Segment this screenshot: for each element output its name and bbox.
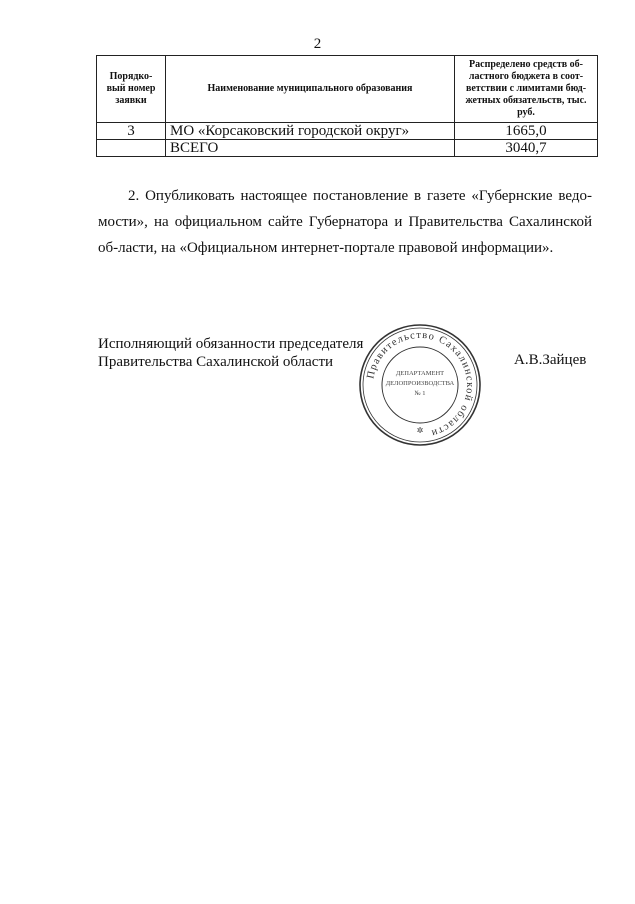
budget-table: [96, 55, 598, 157]
row-num: [97, 140, 166, 157]
row-name: МО «Корсаковский городской округ»: [166, 123, 455, 140]
row-amount: 1665,0: [455, 123, 598, 140]
table-row-total: [97, 140, 598, 157]
publication-paragraph: 2. Опубликовать настоящее постановление в газете «Губернские ведо-мости», на официальном сайте Губернатора и Правительства Сахалинской об-ласти, на «Официальном интернет-портале правовой информации».: [98, 188, 592, 256]
seal-ring-text: Правительство Сахалинской области: [365, 329, 476, 439]
table-header-row: [97, 56, 598, 123]
header-num: Порядко-вый номер заявки: [97, 56, 166, 123]
seal-center-line2: ДЕЛОПРОИЗВОДСТВА: [385, 380, 455, 387]
table-row: [97, 123, 598, 140]
row-name: ВСЕГО: [166, 140, 455, 157]
row-num: 3: [97, 123, 166, 140]
seal-center-line1: ДЕПАРТАМЕНТ: [395, 370, 445, 377]
signatory-title-line1: Исполняющий обязанности председателя: [98, 336, 364, 352]
seal-star-icon: ✲: [416, 426, 424, 435]
header-amount: Распределено средств об-ластного бюджета в соот-ветствии с лимитами бюд-жетных обязательств, тыс. руб.: [455, 56, 598, 123]
seal-center-line3: № 1: [414, 390, 426, 397]
header-name: Наименование муниципального образования: [166, 56, 455, 123]
row-amount: 3040,7: [455, 140, 598, 157]
page-number: 2: [313, 36, 322, 52]
signatory-title-line2: Правительства Сахалинской области: [98, 354, 334, 370]
signatory-title: [98, 335, 363, 371]
signatory-name: А.В.Зайцев: [514, 352, 587, 368]
official-seal: [358, 323, 482, 447]
